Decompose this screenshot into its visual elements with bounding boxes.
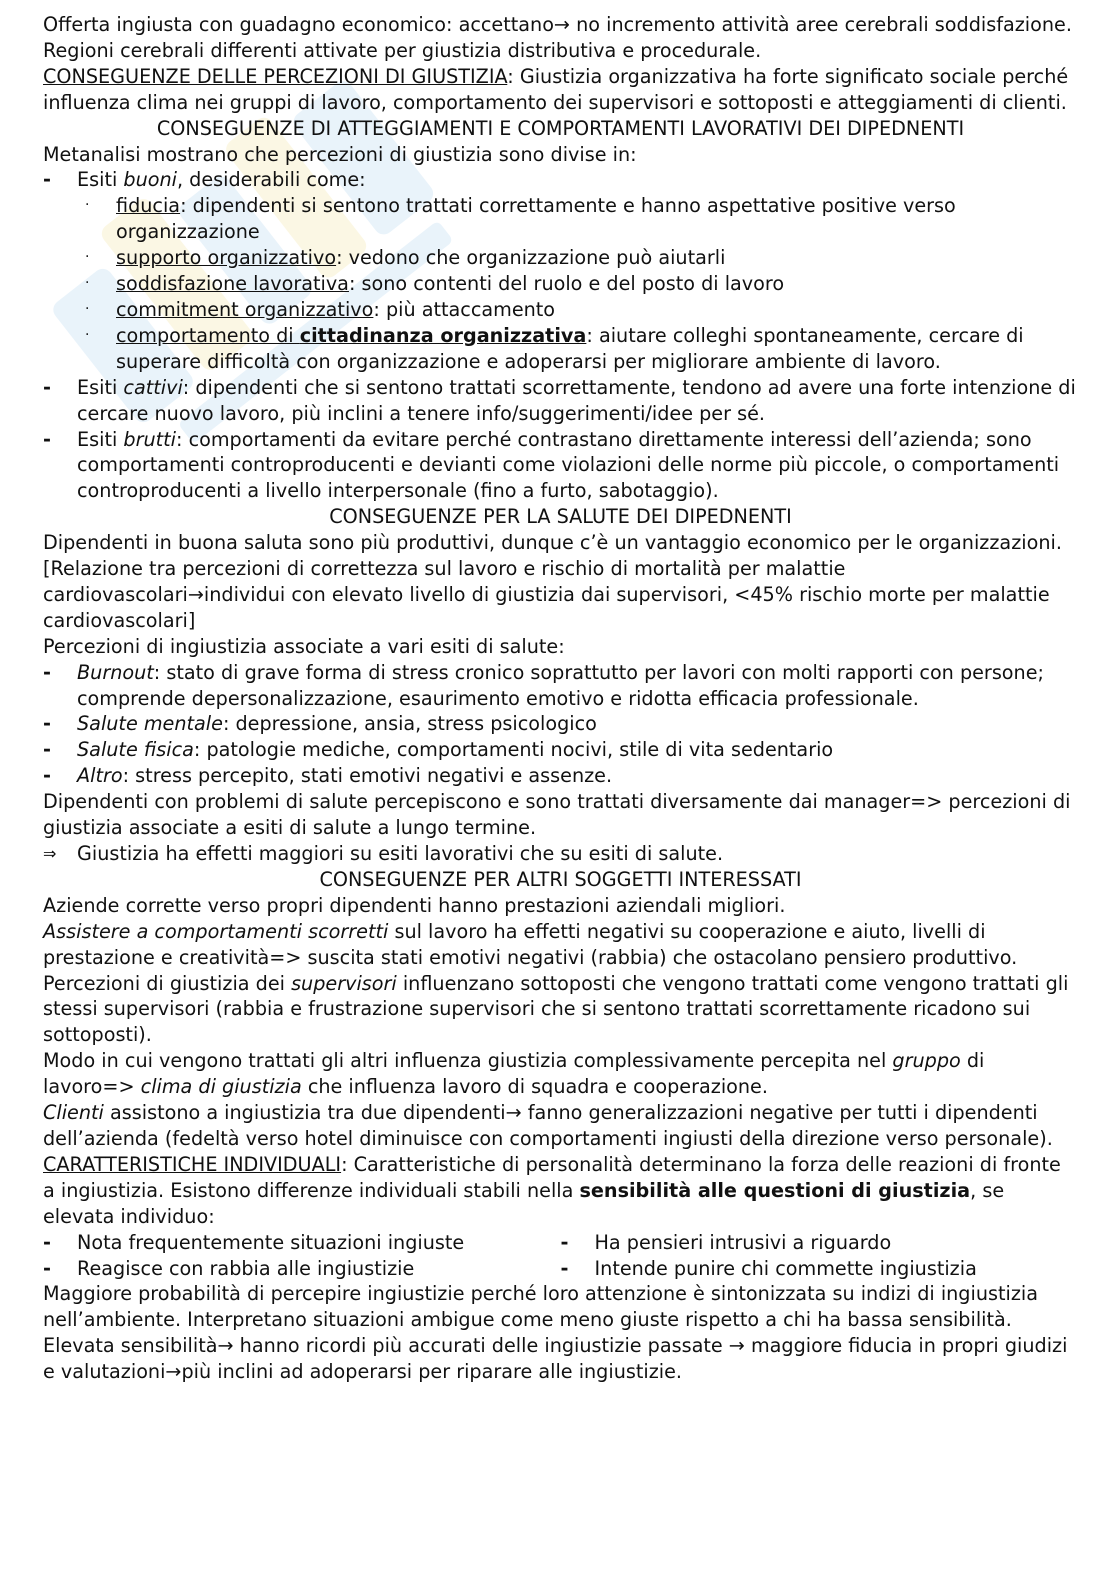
bold-underlined-term: cittadinanza organizzativa <box>299 323 587 347</box>
text: : aiutare colleghi spontaneamente, cercare di superare difficoltà con organizzazione e adoperarsi per migliorare ambiente di lavoro. <box>116 323 1024 373</box>
paragraph <box>43 64 1078 116</box>
dot-bullet: · <box>85 326 90 343</box>
underlined-term: commitment organizzativo <box>116 297 374 321</box>
list-item <box>43 375 1078 427</box>
paragraph: Aziende corrette verso propri dipendenti hanno prestazioni aziendali migliori. <box>43 893 786 917</box>
sub-list-item <box>43 271 1078 297</box>
text: : sono contenti del ruolo e del posto di lavoro <box>348 272 785 296</box>
paragraph: Elevata sensibilità→ hanno ricordi più accurati delle ingiustizie passate → maggiore fiducia in propri giudizi e valutazioni→più inclini ad adoperarsi per riparare alle ingiustizie. <box>43 1334 1068 1384</box>
dash-bullet: - <box>43 168 51 192</box>
italic-text: Salute fisica <box>77 738 194 762</box>
dash-bullet: - <box>43 764 51 788</box>
arrow-item <box>43 841 1078 867</box>
list-item <box>561 1256 1079 1282</box>
list-item <box>43 763 1078 789</box>
list-item <box>43 660 1078 712</box>
paragraph: Percezioni di ingiustizia associate a vari esiti di salute: <box>43 634 565 658</box>
two-column-list <box>43 1230 1078 1282</box>
text: : depressione, ansia, stress psicologico <box>222 712 597 736</box>
dot-bullet: · <box>85 275 90 292</box>
text: Esiti <box>77 375 124 399</box>
italic-text: Salute mentale <box>77 712 223 736</box>
list-item <box>43 167 1078 193</box>
text: di lavoro=> <box>43 1049 985 1099</box>
paragraph <box>43 971 1078 1049</box>
text: : stress percepito, stati emotivi negativi e assenze. <box>122 764 613 788</box>
section-title: CONSEGUENZE PER ALTRI SOGGETTI INTERESSATI <box>319 867 802 891</box>
text: Ha pensieri intrusivi a riguardo <box>594 1230 892 1254</box>
dash-bullet: - <box>560 1230 569 1254</box>
underlined-term: fiducia <box>116 194 181 218</box>
paragraph <box>43 1048 1078 1100</box>
dash-bullet: - <box>43 660 51 684</box>
text: Percezioni di giustizia dei <box>43 971 292 995</box>
paragraph: Dipendenti in buona saluta sono più produttivi, dunque c’è un vantaggio economico per le organizzazioni. <box>43 531 1062 555</box>
text: Nota frequentemente situazioni ingiuste <box>77 1230 465 1254</box>
section-title: CONSEGUENZE PER LA SALUTE DEI DIPEDNENTI <box>329 505 792 529</box>
underlined-term: supporto organizzativo <box>116 246 337 270</box>
list-item <box>43 427 1078 505</box>
text: che influenza lavoro di squadra e cooperazione. <box>301 1075 768 1099</box>
text: Esiti <box>77 168 124 192</box>
text: : dipendenti che si sentono trattati scorrettamente, tendono ad avere una forte intenzione di cercare nuovo lavoro, più inclini a tenere info/suggerimenti/idee per sé. <box>77 375 1076 425</box>
section-title: CONSEGUENZE DI ATTEGGIAMENTI E COMPORTAMENTI LAVORATIVI DEI DIPEDNENTI <box>156 116 965 140</box>
text: Modo in cui vengono trattati gli altri influenza giustizia complessivamente percepita nel <box>43 1049 893 1073</box>
paragraph <box>43 1100 1078 1152</box>
list-item <box>561 1230 1079 1256</box>
paragraph: [Relazione tra percezioni di correttezza sul lavoro e rischio di mortalità per malattie cardiovascolari→individui con elevato livello di giustizia dai supervisori, <45% rischio morte per malattie cardiovascolari] <box>43 557 1050 632</box>
paragraph-text: : Giustizia organizzativa ha forte significato sociale perché influenza clima nei gruppi di lavoro, comportamento dei supervisori e sottoposti e atteggiamenti di clienti. <box>43 64 1069 114</box>
list-item <box>43 737 1078 763</box>
text: assistono a ingiustizia tra due dipendenti→ fanno generalizzazioni negative per tutti i dipendenti dell’azienda (fedeltà verso hotel diminuisce con comportamenti ingiusti della direzione verso personale). <box>43 1101 1053 1150</box>
paragraph: Regioni cerebrali differenti attivate per giustizia distributiva e procedurale. <box>43 38 762 62</box>
paragraph <box>43 919 1078 971</box>
italic-text: supervisori <box>291 971 397 995</box>
italic-text: Burnout <box>77 660 154 684</box>
list-item <box>43 711 1078 737</box>
dash-bullet: - <box>43 427 51 451</box>
column-right <box>561 1230 1079 1282</box>
italic-text: Altro <box>77 764 123 788</box>
text: : dipendenti si sentono trattati correttamente e hanno aspettative positive verso organizzazione <box>116 194 956 244</box>
text: : stato di grave forma di stress cronico soprattutto per lavori con molti rapporti con persone; comprende depersonalizzazione, esaurimento emotivo e ridotta efficacia professionale. <box>77 660 1044 710</box>
list-item <box>43 1230 561 1256</box>
italic-text: Assistere a comportamenti scorretti <box>43 919 389 943</box>
text: : Caratteristiche di personalità determinano la forza delle reazioni di fronte a ingiustizia. Esistono differenze individuali stabili nella <box>43 1152 1061 1202</box>
dot-bullet: · <box>85 249 90 266</box>
italic-text: brutti <box>123 427 177 451</box>
sub-list-item <box>43 193 1078 245</box>
text: Intende punire chi commette ingiustizia <box>594 1256 977 1280</box>
dash-bullet: - <box>560 1256 569 1280</box>
text: Esiti <box>77 427 124 451</box>
sub-list-item <box>43 245 1078 271</box>
paragraph: Offerta ingiusta con guadagno economico: accettano→ no incremento attività aree cerebrali soddisfazione. <box>43 13 1072 36</box>
text: Reagisce con rabbia alle ingiustizie <box>77 1256 415 1280</box>
sub-list-item <box>43 297 1078 323</box>
text: sul lavoro ha effetti negativi su cooperazione e aiuto, livelli di prestazione e creatività=> suscita stati emotivi negativi (rabbia) che ostacolano pensiero produttivo. <box>43 919 1018 969</box>
bold-text: sensibilità alle questioni di giustizia <box>579 1178 971 1202</box>
underlined-term: comportamento di <box>116 323 300 347</box>
document-body <box>43 12 1078 1385</box>
text: , desiderabili come: <box>176 168 366 192</box>
list-item <box>43 1256 561 1282</box>
paragraph: Metanalisi mostrano che percezioni di giustizia sono divise in: <box>43 142 637 166</box>
paragraph: Dipendenti con problemi di salute percepiscono e sono trattati diversamente dai manager=> percezioni di giustizia associate a esiti di salute a lungo termine. <box>43 790 1071 840</box>
text: : comportamenti da evitare perché contrastano direttamente interessi dell’azienda; sono comportamenti controproducenti e devianti come violazioni delle norme più piccole, o comportamenti controproducenti a livello interpersonale (fino a furto, sabotaggio). <box>77 427 1060 503</box>
dash-bullet: - <box>43 1230 51 1254</box>
section-heading: CARATTERISTICHE INDIVIDUALI <box>43 1152 342 1176</box>
underlined-term: soddisfazione lavorativa <box>116 272 349 296</box>
column-left <box>43 1230 561 1282</box>
italic-text: buoni <box>123 168 177 192</box>
dot-bullet: · <box>85 197 90 214</box>
dash-bullet: - <box>43 1256 51 1280</box>
text: : più attaccamento <box>373 297 556 321</box>
text: , se elevata individuo: <box>43 1178 1005 1228</box>
italic-text: Clienti <box>43 1101 104 1125</box>
implies-arrow-icon: ⇒ <box>43 844 57 863</box>
text: : vedono che organizzazione può aiutarli <box>336 246 726 270</box>
sub-list-item <box>43 323 1078 375</box>
dot-bullet: · <box>85 300 90 317</box>
section-heading: CONSEGUENZE DELLE PERCEZIONI DI GIUSTIZIA <box>43 64 508 88</box>
text: Giustizia ha effetti maggiori su esiti lavorativi che su esiti di salute. <box>77 842 724 865</box>
italic-text: cattivi <box>123 375 183 399</box>
text: influenzano sottoposti che vengono trattati come vengono trattati gli stessi supervisori (rabbia e frustrazione supervisori che si sentono trattati scorrettamente ricadono sui sottoposti). <box>43 971 1069 1047</box>
dash-bullet: - <box>43 375 51 399</box>
paragraph <box>43 1152 1078 1230</box>
dash-bullet: - <box>43 738 51 762</box>
italic-text: clima di giustizia <box>140 1075 302 1099</box>
text: : patologie mediche, comportamenti nocivi, stile di vita sedentario <box>193 738 834 762</box>
italic-text: gruppo <box>892 1049 961 1073</box>
dash-bullet: - <box>43 712 51 736</box>
paragraph: Maggiore probabilità di percepire ingiustizie perché loro attenzione è sintonizzata su indizi di ingiustizia nell’ambiente. Interpretano situazioni ambigue come meno giuste rispetto a chi ha bassa sensibilità. <box>43 1282 1038 1332</box>
